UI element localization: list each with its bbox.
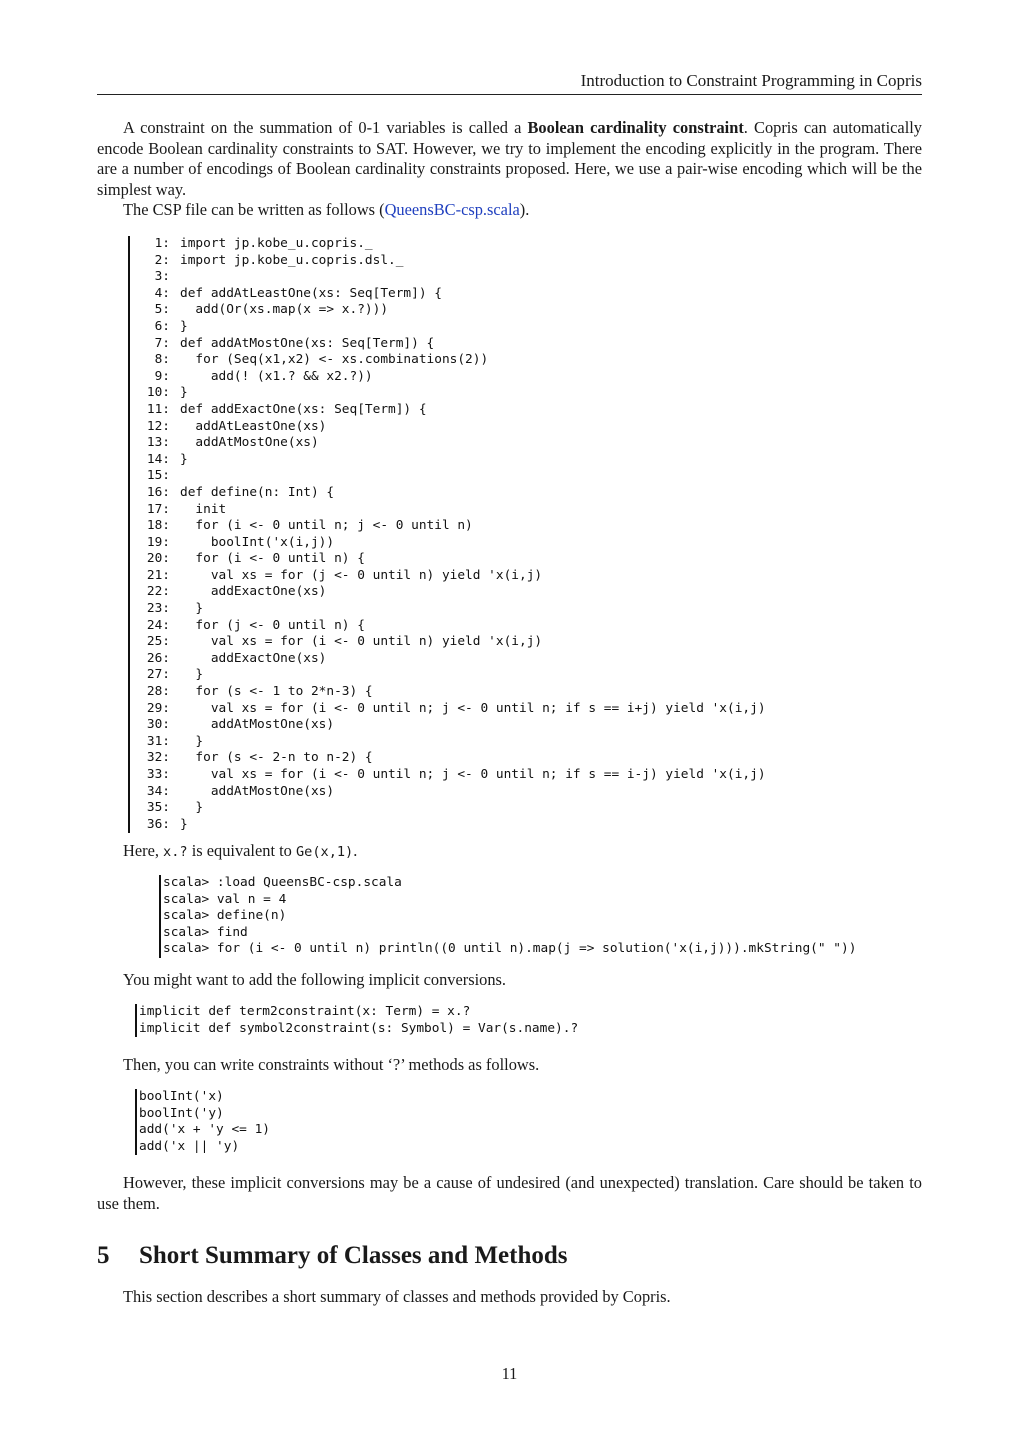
line-number: 26: <box>146 650 170 666</box>
code-line <box>132 485 766 502</box>
line-number: 31: <box>146 733 170 749</box>
line-code: for (i <- 0 until n) { <box>180 551 365 567</box>
line-code: val xs = for (i <- 0 until n; j <- 0 until n; if s == i+j) yield 'x(i,j) <box>180 700 766 716</box>
line-number: 16: <box>146 484 170 500</box>
code-line <box>132 302 766 319</box>
code-line <box>132 402 766 419</box>
paragraph-boolean-cardinality <box>97 118 922 200</box>
line-code <box>170 269 180 284</box>
code-line <box>132 253 766 270</box>
code-line <box>132 734 766 751</box>
code-line: boolInt('y) <box>139 1106 270 1123</box>
header-rule <box>97 94 922 95</box>
line-code: def addAtMostOne(xs: Seq[Term]) { <box>180 335 435 351</box>
line-number: 32: <box>146 750 170 766</box>
line-code: import jp.kobe_u.copris.dsl._ <box>180 252 404 268</box>
paragraph-without-intro: Then, you can write constraints without ‘?’ methods as follows. <box>123 1055 540 1074</box>
line-number: 23: <box>146 601 170 617</box>
line-code: import jp.kobe_u.copris._ <box>180 236 373 251</box>
code-line: add('x + 'y <= 1) <box>139 1122 270 1138</box>
inline-code: Ge(x,1) <box>295 844 354 860</box>
code-line: implicit def symbol2constraint(s: Symbol) = Var(s.name).? <box>139 1020 579 1036</box>
line-code: addAtMostOne(xs) <box>180 783 335 799</box>
code-line <box>132 568 766 585</box>
line-number: 21: <box>146 567 170 583</box>
line-code: addAtMostOne(xs) <box>180 717 335 733</box>
text-span: is equivalent to <box>187 841 296 860</box>
line-code: addExactOne(xs) <box>180 584 327 600</box>
line-number: 1: <box>154 236 170 251</box>
line-number: 7: <box>154 335 170 351</box>
line-number: 34: <box>146 783 170 799</box>
line-number: 19: <box>146 534 170 550</box>
section-heading <box>97 1242 568 1270</box>
queensbc-csp-link[interactable]: QueensBC-csp.scala <box>384 200 520 219</box>
code-scala-session <box>163 875 856 958</box>
line-number: 11: <box>146 401 170 417</box>
line-number: 30: <box>146 717 170 733</box>
code-line <box>132 269 766 286</box>
line-code: } <box>180 667 204 683</box>
text-span: . <box>353 841 358 860</box>
code-line <box>132 667 766 684</box>
code-line <box>132 618 766 635</box>
line-code: add(! (x1.? && x2.?)) <box>180 368 373 384</box>
line-number: 29: <box>146 700 170 716</box>
code-line <box>132 767 766 784</box>
code-line <box>132 452 766 469</box>
line-code: } <box>180 451 188 467</box>
line-number: 25: <box>146 634 170 650</box>
code-line <box>132 419 766 436</box>
code-line: scala> :load QueensBC-csp.scala <box>163 875 856 892</box>
line-number: 10: <box>146 385 170 401</box>
line-number: 20: <box>146 551 170 567</box>
line-code: addAtLeastOne(xs) <box>180 418 327 434</box>
code-example-constraints <box>139 1089 270 1155</box>
section-number: 5 <box>97 1242 110 1269</box>
line-number: 27: <box>146 667 170 683</box>
line-code: init <box>180 501 227 517</box>
line-number: 12: <box>146 418 170 434</box>
code-line <box>132 352 766 369</box>
code-line <box>132 817 766 834</box>
line-code: val xs = for (j <- 0 until n) yield 'x(i,j) <box>180 567 543 583</box>
line-code <box>170 468 180 483</box>
line-code: add(Or(xs.map(x => x.?))) <box>180 302 389 318</box>
line-code: for (j <- 0 until n) { <box>180 617 365 633</box>
code-line: add('x || 'y) <box>139 1139 270 1156</box>
text-span: . Copris can automatically encode Boolean cardinality constraints to SAT. However, we try to implement the encoding explicitly in the program. There are a number of encodings of Boolean cardinality constraints proposed. Here, we use a pair-wise encoding which will be the simplest way. <box>97 118 922 199</box>
line-code: } <box>180 318 188 334</box>
code-line: scala> define(n) <box>163 908 856 925</box>
line-number: 22: <box>146 584 170 600</box>
running-header: Introduction to Constraint Programming in Copris <box>580 71 922 90</box>
line-number: 5: <box>154 302 170 318</box>
code-line <box>132 701 766 718</box>
code-line <box>132 385 766 402</box>
line-code: addAtMostOne(xs) <box>180 435 319 451</box>
line-number: 28: <box>146 684 170 700</box>
line-code: val xs = for (i <- 0 until n; j <- 0 until n; if s == i-j) yield 'x(i,j) <box>180 767 766 782</box>
paragraph-implicit-intro: You might want to add the following implicit conversions. <box>123 970 507 989</box>
code-line <box>132 319 766 336</box>
line-number: 3: <box>154 269 170 285</box>
inline-code: x.? <box>163 844 188 860</box>
paragraph-caution: However, these implicit conversions may be a cause of undesired (and unexpected) translation. Care should be taken to use them. <box>97 1173 922 1213</box>
line-number: 17: <box>146 501 170 517</box>
code-line <box>132 286 766 303</box>
code-line <box>132 750 766 767</box>
text-span: ). <box>519 200 530 219</box>
code-listing-queensbc <box>132 236 766 833</box>
code-line <box>132 502 766 519</box>
code-line: scala> find <box>163 925 856 942</box>
code-line: scala> for (i <- 0 until n) println((0 until n).map(j => solution('x(i,j))).mkString(" ")) <box>163 941 857 957</box>
line-number: 6: <box>154 318 170 334</box>
line-number: 36: <box>146 816 170 832</box>
code-implicit-conversions <box>139 1004 578 1037</box>
line-code: boolInt('x(i,j)) <box>180 534 335 550</box>
line-code: for (s <- 2-n to n-2) { <box>180 750 373 766</box>
text-span: Here, <box>123 841 164 860</box>
line-number: 4: <box>154 285 170 301</box>
paragraph-csp-file <box>97 200 922 221</box>
code-line: implicit def term2constraint(x: Term) = x.? <box>139 1004 578 1021</box>
code-line <box>132 435 766 452</box>
code-line <box>132 584 766 601</box>
line-code: for (s <- 1 to 2*n-3) { <box>180 684 373 700</box>
line-number: 9: <box>154 368 170 384</box>
line-number: 35: <box>146 800 170 816</box>
code-line <box>132 634 766 651</box>
code-line <box>132 468 766 485</box>
line-code: def addAtLeastOne(xs: Seq[Term]) { <box>180 285 442 301</box>
code-line <box>132 651 766 668</box>
line-number: 18: <box>146 518 170 534</box>
bold-term: Boolean cardinality constraint <box>527 118 744 137</box>
code-line: scala> val n = 4 <box>163 892 856 909</box>
paragraph-section-intro: This section describes a short summary of classes and methods provided by Copris. <box>123 1287 671 1306</box>
code-line <box>132 684 766 701</box>
section-title: Short Summary of Classes and Methods <box>139 1242 568 1269</box>
code-line <box>132 717 766 734</box>
line-code: } <box>180 800 204 816</box>
line-code: for (Seq(x1,x2) <- xs.combinations(2)) <box>180 352 489 368</box>
code-line: boolInt('x) <box>139 1089 270 1106</box>
line-number: 33: <box>146 767 170 782</box>
code-line <box>132 535 766 552</box>
text-span: The CSP file can be written as follows ( <box>123 200 385 219</box>
line-code: } <box>180 385 188 401</box>
line-code: } <box>180 601 204 617</box>
code-line <box>132 236 766 253</box>
line-number: 13: <box>146 435 170 451</box>
code-line <box>132 784 766 801</box>
line-code: } <box>180 816 188 832</box>
code-line <box>132 800 766 817</box>
page-number: 11 <box>501 1364 518 1383</box>
line-number: 15: <box>146 468 170 484</box>
code-line <box>132 369 766 386</box>
line-code: for (i <- 0 until n; j <- 0 until n) <box>180 518 473 534</box>
text-span: A constraint on the summation of 0-1 variables is called a <box>123 118 528 137</box>
line-code: addExactOne(xs) <box>180 650 327 666</box>
line-number: 2: <box>154 252 170 268</box>
code-line <box>132 551 766 568</box>
line-number: 24: <box>146 617 170 633</box>
line-number: 8: <box>154 352 170 368</box>
line-code: def define(n: Int) { <box>180 484 335 500</box>
code-line <box>132 336 766 353</box>
paragraph-equivalence-note <box>97 841 922 863</box>
line-code: val xs = for (i <- 0 until n) yield 'x(i,j) <box>180 634 543 650</box>
code-line <box>132 518 766 535</box>
code-line <box>132 601 766 618</box>
line-code: def addExactOne(xs: Seq[Term]) { <box>180 401 427 417</box>
line-code: } <box>180 733 204 749</box>
line-number: 14: <box>146 451 170 467</box>
